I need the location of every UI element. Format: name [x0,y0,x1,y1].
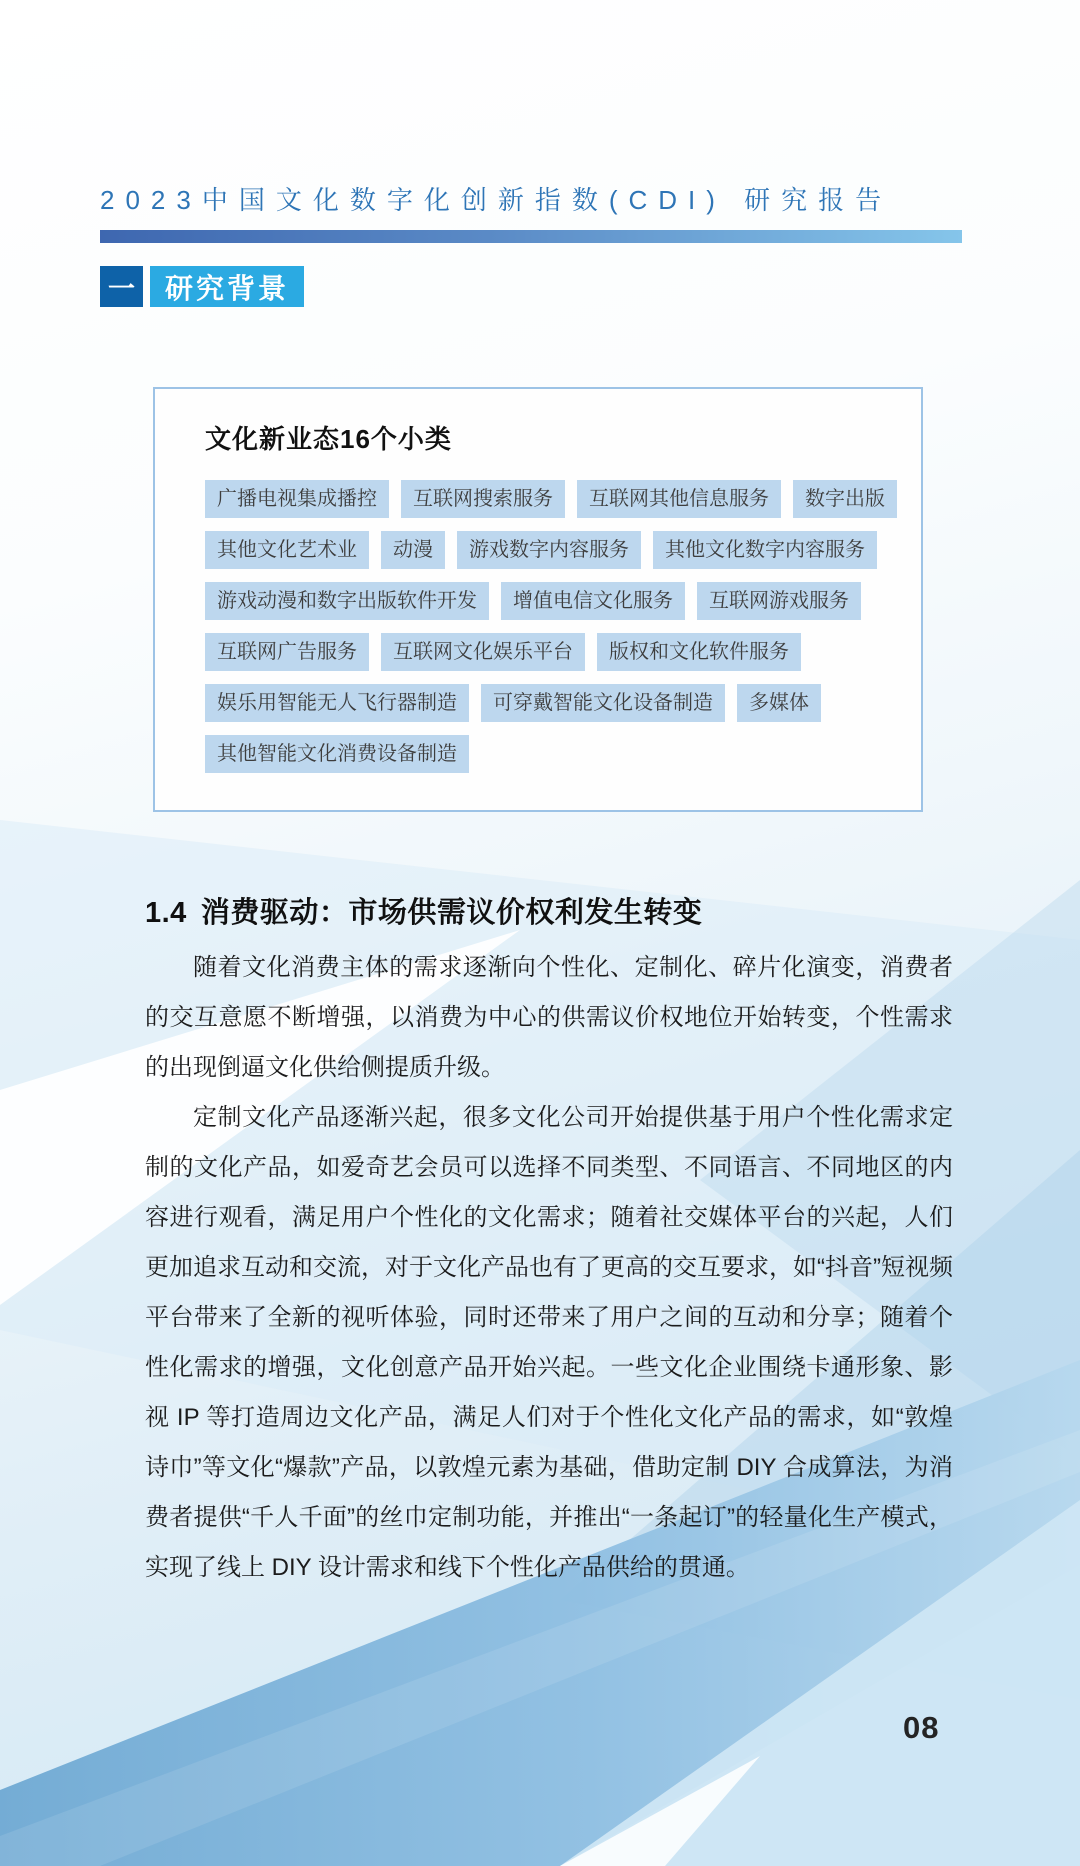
category-box-title: 文化新业态16个小类 [205,424,452,454]
category-tag: 多媒体 [737,684,821,722]
tag-row-6 [205,735,895,773]
tag-row-4 [205,633,895,671]
category-tag: 增值电信文化服务 [501,582,685,620]
category-tag: 互联网其他信息服务 [577,480,781,518]
category-tag: 其他智能文化消费设备制造 [205,735,469,773]
category-tag: 其他文化数字内容服务 [653,531,877,569]
category-tag: 可穿戴智能文化设备制造 [481,684,725,722]
section-title-label: 研究背景 [150,266,304,307]
subsection-heading [145,890,955,931]
tag-row-3 [205,582,895,620]
page-number: 08 [903,1710,940,1745]
header-divider [100,230,962,243]
category-tag: 娱乐用智能无人飞行器制造 [205,684,469,722]
category-box [153,387,923,812]
category-tag: 游戏数字内容服务 [457,531,641,569]
body-paragraph-1: 随着文化消费主体的需求逐渐向个性化、定制化、碎片化演变，消费者的交互意愿不断增强，以消费为中心的供需议价权地位开始转变，个性需求的出现倒逼文化供给侧提质升级。 [145,954,953,1081]
category-tag: 广播电视集成播控 [205,480,389,518]
category-tag: 版权和文化软件服务 [597,633,801,671]
document-title: 2023中国文化数字化创新指数(CDI) 研究报告 [100,185,893,215]
category-tag: 互联网广告服务 [205,633,369,671]
category-tag: 游戏动漫和数字出版软件开发 [205,582,489,620]
body-text [145,943,953,1593]
category-tag: 数字出版 [793,480,897,518]
category-tag: 动漫 [381,531,445,569]
section-badge [100,266,304,307]
category-tag: 互联网游戏服务 [697,582,861,620]
tag-row-1 [205,480,895,518]
category-tag: 其他文化艺术业 [205,531,369,569]
category-tag: 互联网搜索服务 [401,480,565,518]
section-number-box: 一 [100,266,143,307]
subsection-title: 消费驱动：市场供需议价权利发生转变 [200,897,703,929]
body-paragraph-2: 定制文化产品逐渐兴起，很多文化公司开始提供基于用户个性化需求定制的文化产品，如爱奇艺会员可以选择不同类型、不同语言、不同地区的内容进行观看，满足用户个性化的文化需求；随着社交媒体平台的兴起，人们更加追求互动和交流，对于文化产品也有了更高的交互要求，如“抖音”短视频平台带来了全新的视听体验，同时还带来了用户之间的互动和分享；随着个性化需求的增强，文化创意产品开始兴起。一些文化企业围绕卡通形象、影视 IP 等打造周边文化产品，满足人们对于个性化文化产品的需求，如“敦煌诗巾”等文化“爆款”产品，以敦煌元素为基础，借助定制 DIY 合成算法，为消费者提供“千人千面”的丝巾定制功能，并推出“一条起订”的轻量化生产模式，实现了线上 DIY 设计需求和线下个性化产品供给的贯通。 [145,1104,953,1581]
tag-row-2 [205,531,895,569]
subsection-number: 1.4 [145,897,187,929]
category-tag: 互联网文化娱乐平台 [381,633,585,671]
tag-row-5 [205,684,895,722]
